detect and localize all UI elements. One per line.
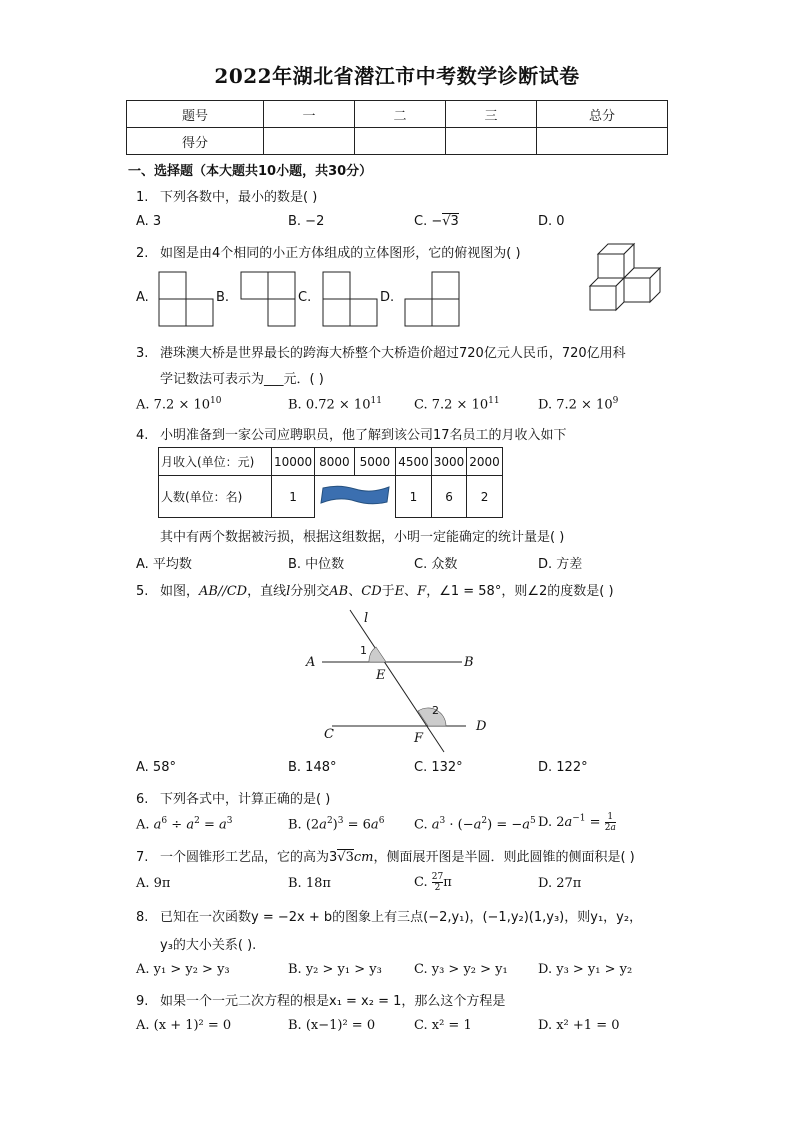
option-d: D. 122° — [538, 760, 588, 775]
question-text: 已知在一次函数y = −2x + b的图象上有三点(−2,y₁)，(−1,y₂)(1,y₃)，则y₁，y₂， — [160, 910, 643, 925]
line-l — [350, 610, 444, 752]
question-number: 7. — [136, 850, 149, 865]
label-angle-1: 1 — [360, 644, 367, 657]
option-c: C. $a^3 \cdot (-a^2) = -a^5$ — [414, 816, 536, 833]
option-a: A. (x + 1)² = 0 — [136, 1018, 232, 1033]
question-number: 9. — [136, 994, 149, 1009]
question-6 — [136, 788, 330, 807]
question-text-continued: y₃的大小关系( ). — [160, 938, 257, 953]
option-a: A. 9π — [136, 876, 171, 891]
question-text: 如果一个一元二次方程的根是x₁ = x₂ = 1，那么这个方程是 — [160, 994, 506, 1009]
smudged-cell — [315, 476, 396, 518]
label-b: B — [464, 655, 474, 670]
question-5: 5. 如图，AB//CD，直线l分别交AB、CD于E、F，∠1 = 58°，则∠2的度数是( ) — [136, 584, 614, 599]
option-b: B. $0.72 \times 10^{11}$ — [288, 396, 382, 413]
question-text: 小明准备到一家公司应聘职员，他了解到该公司17名员工的月收入如下 — [160, 428, 567, 443]
table-cell: 5000 — [354, 448, 396, 476]
label-angle-2: 2 — [432, 704, 439, 717]
table-cell: 10000 — [272, 448, 315, 476]
question-text: 下列各式中，计算正确的是( ) — [160, 792, 331, 807]
option-a: A. $a^6 \div a^2 = a^3$ — [136, 816, 233, 833]
option-c: C. y₃ > y₂ > y₁ — [414, 962, 508, 977]
label-f: F — [414, 731, 424, 746]
option-d: D. — [380, 290, 395, 305]
option-c: C. — [298, 290, 312, 305]
question-number: 5. — [136, 584, 149, 599]
question-text: 港珠澳大桥是世界最长的跨海大桥整个大桥造价超过720亿元人民币，720亿用科 — [160, 346, 626, 361]
smudge-image — [317, 482, 393, 508]
option-b: B. 18π — [288, 876, 331, 891]
question-number: 4. — [136, 428, 149, 443]
table-cell: 1 — [396, 476, 432, 518]
question-number: 3. — [136, 346, 149, 361]
question-number: 8. — [136, 910, 149, 925]
option-d: D. $2a^{-1}$ = $\frac{1}{2a}$ — [538, 812, 616, 833]
option-d: D. x² +1 = 0 — [538, 1018, 620, 1033]
angle-1-mark — [369, 647, 386, 662]
option-d: D. 方差 — [538, 557, 583, 572]
table-row — [159, 476, 503, 518]
question-text-continued: 其中有两个数据被污损，根据这组数据，小明一定能确定的统计量是( ) — [160, 530, 565, 545]
option-c: C. $\frac{27}{2}$ π — [414, 872, 452, 893]
table-row — [159, 448, 503, 476]
option-c: C. −√3 — [414, 214, 459, 229]
score-header-cell: 一 — [264, 101, 355, 128]
option-c: C. $7.2 \times 10^{11}$ — [414, 396, 500, 413]
option-d: D. 0 — [538, 214, 565, 229]
parallel-lines-figure — [0, 600, 794, 760]
label-c: C — [324, 727, 334, 742]
table-cell: 3000 — [431, 448, 467, 476]
question-text-continued: 学记数法可表示为___元．( ) — [160, 372, 324, 387]
score-header-cell: 总分 — [537, 101, 668, 128]
option-a: A. — [136, 290, 149, 305]
option-d: D. $7.2 \times 10^9$ — [538, 396, 619, 413]
question-3 — [136, 342, 626, 361]
score-row-label: 得分 — [127, 128, 264, 155]
option-a: A. 3 — [136, 214, 162, 229]
question-number: 1. — [136, 190, 149, 205]
option-b: B. $(2a^2)^3 = 6a^6$ — [288, 816, 385, 833]
income-table — [158, 447, 503, 518]
question-7: 7. 一个圆锥形工艺品，它的高为3√3cm，侧面展开图是半圆．则此圆锥的侧面积是( ) — [136, 850, 635, 865]
option-d: D. y₃ > y₁ > y₂ — [538, 962, 633, 977]
page-title: 2022年湖北省潜江市中考数学诊断试卷 — [214, 64, 580, 88]
question-text: 下列各数中，最小的数是( ) — [160, 190, 318, 205]
label-a: A — [306, 655, 316, 670]
table-cell: 2000 — [467, 448, 503, 476]
table-cell: 人数(单位：名) — [159, 476, 272, 518]
table-cell: 8000 — [315, 448, 354, 476]
table-cell: 2 — [467, 476, 503, 518]
option-b: B. y₂ > y₁ > y₃ — [288, 962, 382, 977]
option-c: C. 132° — [414, 760, 463, 775]
option-a: A. 58° — [136, 760, 176, 775]
option-c: C. 众数 — [414, 557, 458, 572]
question-number: 6. — [136, 792, 149, 807]
option-c: C. x² = 1 — [414, 1018, 472, 1033]
option-b: B. 148° — [288, 760, 337, 775]
option-a: A. $7.2 \times 10^{10}$ — [136, 396, 222, 413]
score-header-cell: 题号 — [127, 101, 264, 128]
option-b: B. −2 — [288, 214, 325, 229]
table-cell: 6 — [431, 476, 467, 518]
score-header-cell: 二 — [355, 101, 446, 128]
option-b: B. 中位数 — [288, 557, 345, 572]
table-cell: 1 — [272, 476, 315, 518]
option-b: B. (x−1)² = 0 — [288, 1018, 376, 1033]
question-4 — [136, 424, 567, 443]
label-e: E — [376, 668, 386, 683]
label-d: D — [476, 719, 487, 734]
option-a: A. 平均数 — [136, 557, 192, 572]
option-b: B. — [216, 290, 230, 305]
table-cell: 4500 — [396, 448, 432, 476]
top-view-options-figure — [0, 0, 794, 340]
option-d: D. 27π — [538, 876, 582, 891]
question-9 — [136, 990, 505, 1009]
section-heading: 一、选择题（本大题共10小题，共30分） — [128, 164, 373, 179]
question-text: 如图是由4个相同的小正方体组成的立体图形，它的俯视图为( ) — [160, 246, 521, 261]
question-8 — [136, 906, 642, 925]
score-header-cell: 三 — [446, 101, 537, 128]
option-a: A. y₁ > y₂ > y₃ — [136, 962, 230, 977]
table-cell: 月收入(单位：元) — [159, 448, 272, 476]
label-l: l — [364, 611, 369, 626]
question-number: 2. — [136, 246, 149, 261]
